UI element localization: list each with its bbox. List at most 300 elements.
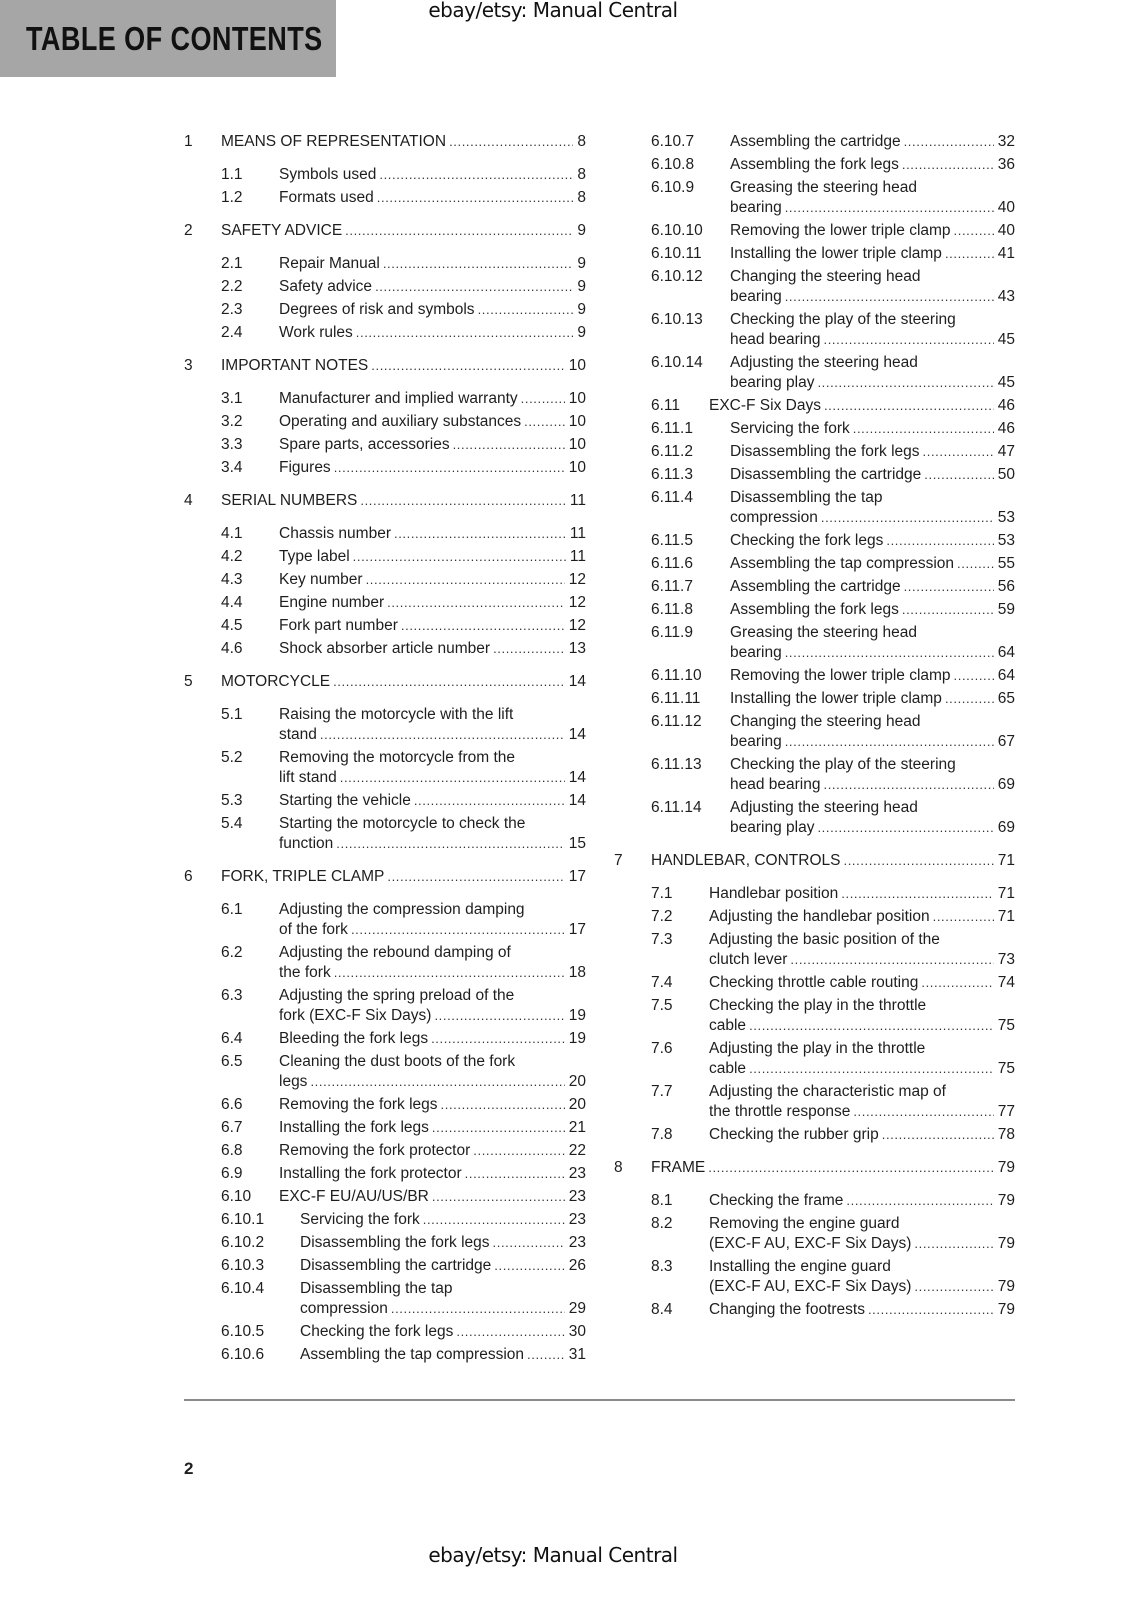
toc-entry[interactable]: [614, 130, 1015, 153]
toc-entry-title-line: [300, 1233, 586, 1253]
toc-entry-title-line: [279, 1118, 586, 1138]
dot-leader: [371, 356, 564, 376]
dot-leader: [843, 851, 993, 871]
toc-entry-number: 6.11: [651, 396, 681, 414]
toc-entry[interactable]: [184, 1027, 586, 1050]
toc-entry-page: 69: [997, 818, 1015, 836]
toc-entry[interactable]: [614, 153, 1015, 176]
toc-entry-page: 69: [997, 775, 1015, 793]
toc-entry-title: cable: [709, 1059, 747, 1077]
toc-entry-page: 8: [577, 132, 586, 150]
toc-entry-page: 17: [568, 867, 586, 885]
toc-entry[interactable]: [184, 163, 586, 186]
toc-entry-title: Assembling the cartridge: [730, 577, 901, 595]
toc-entry-title: Checking the play in the throttle: [709, 996, 927, 1014]
toc-entry-body: [279, 188, 586, 208]
toc-entry-title: Disassembling the tap: [300, 1279, 453, 1297]
toc-entry-number: 6.11.11: [651, 689, 701, 707]
toc-entry-title-line: [730, 577, 1015, 597]
toc-entry[interactable]: [184, 941, 586, 984]
toc-entry-title-line: [279, 1095, 586, 1115]
watermark-top: ebay/etsy: Manual Central: [428, 0, 678, 22]
toc-entry-number: 8.4: [651, 1300, 673, 1318]
dot-leader: [473, 1141, 564, 1161]
toc-entry-number: 8.1: [651, 1191, 673, 1209]
toc-entry-title: Adjusting the steering head: [730, 798, 918, 816]
toc-entry-page: 14: [568, 672, 586, 690]
toc-entry[interactable]: [184, 614, 586, 637]
toc-entry-body: [279, 1029, 586, 1049]
toc-entry[interactable]: [614, 394, 1015, 417]
toc-entry-page: 10: [568, 412, 586, 430]
toc-entry-title-line: [279, 524, 586, 544]
toc-entry[interactable]: [184, 433, 586, 456]
toc-entry-title: Assembling the fork legs: [730, 600, 899, 618]
dot-leader: [886, 531, 993, 551]
toc-entry-title-line: [300, 1345, 586, 1365]
toc-entry[interactable]: [614, 598, 1015, 621]
toc-entry-body: [279, 435, 586, 455]
toc-entry-page: 14: [568, 768, 586, 786]
toc-entry-title-line: [730, 488, 1015, 508]
toc-entry-title: Disassembling the cartridge: [300, 1256, 492, 1274]
toc-entry[interactable]: [184, 1231, 586, 1254]
toc-entry[interactable]: [614, 882, 1015, 905]
toc-entry[interactable]: [184, 275, 586, 298]
dot-leader: [954, 666, 994, 686]
toc-entry[interactable]: [184, 545, 586, 568]
toc-entry-body: [709, 1125, 1015, 1145]
toc-entry[interactable]: [614, 351, 1015, 394]
toc-entry[interactable]: [184, 456, 586, 479]
toc-entry-body: [300, 1322, 586, 1342]
toc-entry-body: [730, 798, 1015, 838]
toc-entry-title: Disassembling the fork legs: [730, 442, 920, 460]
toc-entry-number: 1.1: [221, 165, 243, 183]
toc-entry-title: Checking the play of the steering: [730, 310, 956, 328]
toc-entry-body: [300, 1233, 586, 1253]
toc-entry-body: [709, 1214, 1015, 1254]
toc-entry[interactable]: [184, 1343, 586, 1366]
toc-entry[interactable]: [614, 1255, 1015, 1298]
footer-divider: [184, 1399, 1015, 1401]
toc-entry[interactable]: [614, 1123, 1015, 1146]
toc-entry-title-line: [709, 1234, 1015, 1254]
toc-entry[interactable]: [614, 1189, 1015, 1212]
toc-entry-page: 47: [997, 442, 1015, 460]
toc-entry-title: Installing the lower triple clamp: [730, 689, 942, 707]
toc-entry-page: 9: [577, 221, 586, 239]
dot-leader: [817, 373, 993, 393]
toc-entry-number: 7: [614, 851, 623, 869]
toc-entry[interactable]: [614, 463, 1015, 486]
dot-leader: [904, 577, 994, 597]
toc-entry[interactable]: [184, 219, 586, 242]
toc-entry-title-line: [221, 867, 586, 887]
toc-entry[interactable]: [614, 308, 1015, 351]
dot-leader: [902, 600, 994, 620]
toc-entry-page: 23: [568, 1233, 586, 1251]
toc-entry-body: [730, 755, 1015, 795]
toc-entry-title: Changing the steering head: [730, 267, 921, 285]
toc-entry-body: [730, 132, 1015, 152]
toc-entry-title: Removing the engine guard: [709, 1214, 900, 1232]
dot-leader: [821, 508, 994, 528]
toc-entry-title: Assembling the cartridge: [730, 132, 901, 150]
dot-leader: [334, 458, 565, 478]
toc-entry-title-line: [279, 1072, 586, 1092]
toc-entry-body: [221, 491, 586, 511]
toc-entry-title: FORK, TRIPLE CLAMP: [221, 867, 385, 885]
toc-entry-number: 4.3: [221, 570, 243, 588]
toc-entry[interactable]: [184, 746, 586, 789]
toc-entry-body: [279, 300, 586, 320]
toc-entry[interactable]: [184, 1185, 586, 1208]
toc-entry-number: 1.2: [221, 188, 243, 206]
toc-entry-title: Type label: [279, 547, 350, 565]
toc-entry-title: Adjusting the rebound damping of: [279, 943, 511, 961]
toc-entry-number: 6.10.11: [651, 244, 702, 262]
toc-entry-body: [730, 531, 1015, 551]
toc-entry[interactable]: [614, 242, 1015, 265]
toc-entry[interactable]: [184, 898, 586, 941]
dot-leader: [383, 254, 574, 274]
toc-entry-page: 14: [568, 791, 586, 809]
toc-entry-number: 6.8: [221, 1141, 243, 1159]
toc-entry[interactable]: [184, 637, 586, 660]
toc-entry-title: (EXC-F AU, EXC-F Six Days): [709, 1277, 912, 1295]
toc-entry-title-line: [279, 547, 586, 567]
toc-entry-title-line: [730, 775, 1015, 795]
toc-entry-title: stand: [279, 725, 317, 743]
toc-entry-title-line: [730, 221, 1015, 241]
toc-entry-page: 10: [568, 435, 586, 453]
toc-entry-page: 64: [997, 666, 1015, 684]
toc-entry[interactable]: [614, 710, 1015, 753]
dot-leader: [414, 791, 565, 811]
toc-entry[interactable]: [184, 812, 586, 855]
toc-entry-body: [730, 178, 1015, 218]
toc-entry-title-line: [730, 373, 1015, 393]
toc-entry-title: bearing: [730, 732, 782, 750]
toc-entry[interactable]: [184, 522, 586, 545]
toc-entry-title: IMPORTANT NOTES: [221, 356, 369, 374]
toc-entry[interactable]: [614, 1298, 1015, 1321]
toc-entry-body: [300, 1256, 586, 1276]
toc-entry-page: 78: [997, 1125, 1015, 1143]
toc-entry-title: Adjusting the characteristic map of: [709, 1082, 946, 1100]
toc-entry-number: 1: [184, 132, 193, 150]
toc-entry[interactable]: [184, 1050, 586, 1093]
toc-entry-page: 20: [568, 1072, 586, 1090]
toc-entry-title: Assembling the fork legs: [730, 155, 899, 173]
toc-entry-number: 6.11.6: [651, 554, 693, 572]
toc-entry-page: 79: [997, 1158, 1015, 1176]
toc-entry-page: 30: [568, 1322, 586, 1340]
toc-entry-title-line: [730, 244, 1015, 264]
toc-entry-number: 5: [184, 672, 193, 690]
toc-entry-title: Formats used: [279, 188, 374, 206]
toc-entry-title-line: [279, 920, 586, 940]
toc-entry-title-line: [709, 1039, 1015, 1059]
toc-entry-title: Changing the footrests: [709, 1300, 865, 1318]
toc-entry[interactable]: [184, 130, 586, 153]
toc-entry-title: Disassembling the fork legs: [300, 1233, 490, 1251]
toc-entry-title-line: [279, 943, 586, 963]
dot-leader: [432, 1187, 565, 1207]
toc-entry-body: [730, 221, 1015, 241]
toc-entry-page: 19: [568, 1029, 586, 1047]
toc-entry-title-line: [730, 623, 1015, 643]
toc-entry[interactable]: [184, 321, 586, 344]
toc-entry-page: 12: [568, 616, 586, 634]
toc-entry-body: [279, 943, 586, 983]
toc-entry[interactable]: [184, 354, 586, 377]
toc-entry-number: 5.3: [221, 791, 243, 809]
dot-leader: [945, 689, 994, 709]
toc-column-left: [184, 130, 586, 1366]
toc-entry-title: Servicing the fork: [730, 419, 850, 437]
toc-entry-title: Removing the lower triple clamp: [730, 221, 951, 239]
toc-entry-title: Work rules: [279, 323, 353, 341]
toc-entry[interactable]: [614, 928, 1015, 971]
toc-entry-page: 15: [568, 834, 586, 852]
toc-entry-body: [730, 244, 1015, 264]
toc-entry-number: 6.11.13: [651, 755, 702, 773]
dot-leader: [524, 412, 565, 432]
toc-entry-body: [709, 1191, 1015, 1211]
toc-entry[interactable]: [184, 1093, 586, 1116]
toc-entry[interactable]: [184, 984, 586, 1027]
toc-entry-title-line: [709, 973, 1015, 993]
toc-entry-title: MOTORCYCLE: [221, 672, 331, 690]
dot-leader: [377, 188, 574, 208]
toc-entry-body: [221, 356, 586, 376]
toc-entry[interactable]: [614, 219, 1015, 242]
toc-entry-number: 8: [614, 1158, 623, 1176]
toc-entry-page: 41: [997, 244, 1015, 262]
toc-entry-title: Removing the fork legs: [279, 1095, 438, 1113]
toc-entry-number: 4: [184, 491, 193, 509]
toc-entry[interactable]: [184, 252, 586, 275]
toc-entry[interactable]: [614, 796, 1015, 839]
toc-entry-title: Spare parts, accessories: [279, 435, 450, 453]
toc-entry[interactable]: [614, 664, 1015, 687]
toc-entry-body: [279, 616, 586, 636]
toc-entry-title-line: [730, 419, 1015, 439]
toc-entry[interactable]: [184, 703, 586, 746]
toc-entry[interactable]: [614, 1156, 1015, 1179]
dot-leader: [456, 1322, 564, 1342]
toc-entry-page: 50: [997, 465, 1015, 483]
toc-entry-number: 6.10.14: [651, 353, 703, 371]
toc-entry-title-line: [279, 900, 586, 920]
toc-entry[interactable]: [184, 670, 586, 693]
toc-entry[interactable]: [184, 591, 586, 614]
toc-entry-title: Adjusting the basic position of the: [709, 930, 940, 948]
toc-entry-title-line: [221, 672, 586, 692]
toc-entry-page: 79: [997, 1277, 1015, 1295]
toc-entry[interactable]: [614, 1037, 1015, 1080]
dot-leader: [824, 396, 994, 416]
toc-entry[interactable]: [184, 298, 586, 321]
toc-entry-page: 9: [577, 300, 586, 318]
toc-entry[interactable]: [614, 417, 1015, 440]
toc-entry[interactable]: [184, 1162, 586, 1185]
toc-entry-body: [279, 814, 586, 854]
toc-entry-page: 65: [997, 689, 1015, 707]
toc-entry[interactable]: [614, 486, 1015, 529]
toc-entry-title-line: [279, 254, 586, 274]
toc-entry-page: 26: [568, 1256, 586, 1274]
dot-leader: [824, 775, 994, 795]
toc-entry-number: 6.10.4: [221, 1279, 265, 1297]
toc-entry-title-line: [730, 600, 1015, 620]
toc-entry[interactable]: [614, 621, 1015, 664]
toc-entry-page: 79: [997, 1191, 1015, 1209]
toc-entry[interactable]: [614, 994, 1015, 1037]
toc-entry-body: [730, 442, 1015, 462]
toc-entry[interactable]: [614, 1080, 1015, 1123]
toc-entry-number: 6.4: [221, 1029, 243, 1047]
toc-entry-body: [279, 389, 586, 409]
toc-entry-page: 71: [997, 884, 1015, 902]
toc-entry-body: [279, 570, 586, 590]
toc-entry-title: Checking the frame: [709, 1191, 844, 1209]
toc-entry-title: bearing: [730, 287, 782, 305]
toc-entry-number: 6.11.4: [651, 488, 693, 506]
toc-entry-title-line: [279, 593, 586, 613]
toc-entry[interactable]: [614, 265, 1015, 308]
toc-entry-title: Starting the motorcycle to check the: [279, 814, 526, 832]
toc-entry-number: 5.2: [221, 748, 243, 766]
dot-leader: [749, 1059, 994, 1079]
toc-entry[interactable]: [614, 849, 1015, 872]
toc-entry-title: (EXC-F AU, EXC-F Six Days): [709, 1234, 912, 1252]
toc-entry-body: [730, 310, 1015, 350]
toc-entry-page: 17: [568, 920, 586, 938]
toc-entry[interactable]: [184, 1277, 586, 1320]
toc-entry-title-line: [279, 412, 586, 432]
toc-entry-page: 45: [997, 330, 1015, 348]
toc-entry-page: 53: [997, 508, 1015, 526]
toc-entry-title: Removing the lower triple clamp: [730, 666, 951, 684]
toc-entry[interactable]: [614, 971, 1015, 994]
toc-entry[interactable]: [184, 1116, 586, 1139]
toc-entry-body: [730, 577, 1015, 597]
toc-entry[interactable]: [184, 865, 586, 888]
toc-entry-title-line: [730, 178, 1015, 198]
dot-leader: [423, 1210, 565, 1230]
toc-entry-title-line: [709, 1191, 1015, 1211]
toc-entry-number: 6.11.10: [651, 666, 702, 684]
toc-entry-title: HANDLEBAR, CONTROLS: [651, 851, 841, 869]
toc-entry-title-line: [709, 1059, 1015, 1079]
toc-entry[interactable]: [614, 176, 1015, 219]
toc-entry[interactable]: [614, 529, 1015, 552]
toc-entry-page: 11: [569, 547, 586, 565]
toc-entry-number: 6.11.3: [651, 465, 693, 483]
toc-entry[interactable]: [184, 410, 586, 433]
dot-leader: [914, 1277, 993, 1297]
toc-entry-body: [709, 1257, 1015, 1297]
toc-entry[interactable]: [184, 1139, 586, 1162]
toc-entry[interactable]: [184, 568, 586, 591]
toc-entry[interactable]: [184, 1254, 586, 1277]
dot-leader: [453, 435, 565, 455]
toc-entry-title-line: [279, 791, 586, 811]
dot-leader: [478, 300, 574, 320]
toc-entry-title: Adjusting the steering head: [730, 353, 918, 371]
toc-entry[interactable]: [614, 440, 1015, 463]
toc-entry-page: 71: [997, 851, 1015, 869]
toc-entry-body: [651, 1158, 1015, 1178]
toc-entry-number: 6.1: [221, 900, 243, 918]
toc-entry-title: Checking the play of the steering: [730, 755, 956, 773]
toc-entry-body: [730, 267, 1015, 307]
toc-entry[interactable]: [614, 905, 1015, 928]
toc-entry-number: 6.10: [221, 1187, 252, 1205]
toc-entry-body: [279, 986, 586, 1026]
toc-entry-title: compression: [730, 508, 818, 526]
toc-entry-title-line: [279, 1006, 586, 1026]
toc-entry-body: [730, 689, 1015, 709]
toc-entry-title-line: [730, 132, 1015, 152]
toc-entry[interactable]: [614, 575, 1015, 598]
toc-entry-title: Greasing the steering head: [730, 623, 917, 641]
toc-entry-title: Raising the motorcycle with the lift: [279, 705, 514, 723]
toc-entry-body: [730, 600, 1015, 620]
toc-entry-title-line: [730, 531, 1015, 551]
toc-entry[interactable]: [184, 1208, 586, 1231]
toc-entry-page: 20: [568, 1095, 586, 1113]
toc-entry-title: Assembling the tap compression: [730, 554, 955, 572]
toc-entry-title: Engine number: [279, 593, 385, 611]
toc-entry[interactable]: [614, 753, 1015, 796]
toc-entry-body: [709, 1039, 1015, 1079]
toc-entry-page: 36: [997, 155, 1015, 173]
dot-leader: [824, 330, 994, 350]
toc-entry-title-line: [730, 310, 1015, 330]
toc-entry-title: Greasing the steering head: [730, 178, 917, 196]
toc-entry-title: MEANS OF REPRESENTATION: [221, 132, 447, 150]
toc-entry[interactable]: [614, 687, 1015, 710]
toc-entry-title: Installing the engine guard: [709, 1257, 891, 1275]
toc-entry-title-line: [730, 712, 1015, 732]
toc-entry[interactable]: [614, 552, 1015, 575]
toc-entry[interactable]: [184, 789, 586, 812]
toc-entry-number: 4.6: [221, 639, 243, 657]
toc-entry-number: 2.4: [221, 323, 243, 341]
toc-entry-number: 7.7: [651, 1082, 673, 1100]
toc-entry-title: head bearing: [730, 330, 821, 348]
toc-entry-number: 6.6: [221, 1095, 243, 1113]
dot-leader: [785, 732, 994, 752]
toc-entry[interactable]: [614, 1212, 1015, 1255]
toc-entry[interactable]: [184, 186, 586, 209]
toc-entry-title: Shock absorber article number: [279, 639, 491, 657]
toc-entry-title: Checking the fork legs: [300, 1322, 454, 1340]
toc-entry[interactable]: [184, 489, 586, 512]
dot-leader: [817, 818, 993, 838]
toc-entry-title-line: [279, 1164, 586, 1184]
dot-leader: [434, 1006, 564, 1026]
toc-entry-body: [279, 748, 586, 788]
toc-entry[interactable]: [184, 1320, 586, 1343]
toc-entry-page: 9: [577, 254, 586, 272]
toc-entry[interactable]: [184, 387, 586, 410]
toc-entry-title-line: [221, 356, 586, 376]
